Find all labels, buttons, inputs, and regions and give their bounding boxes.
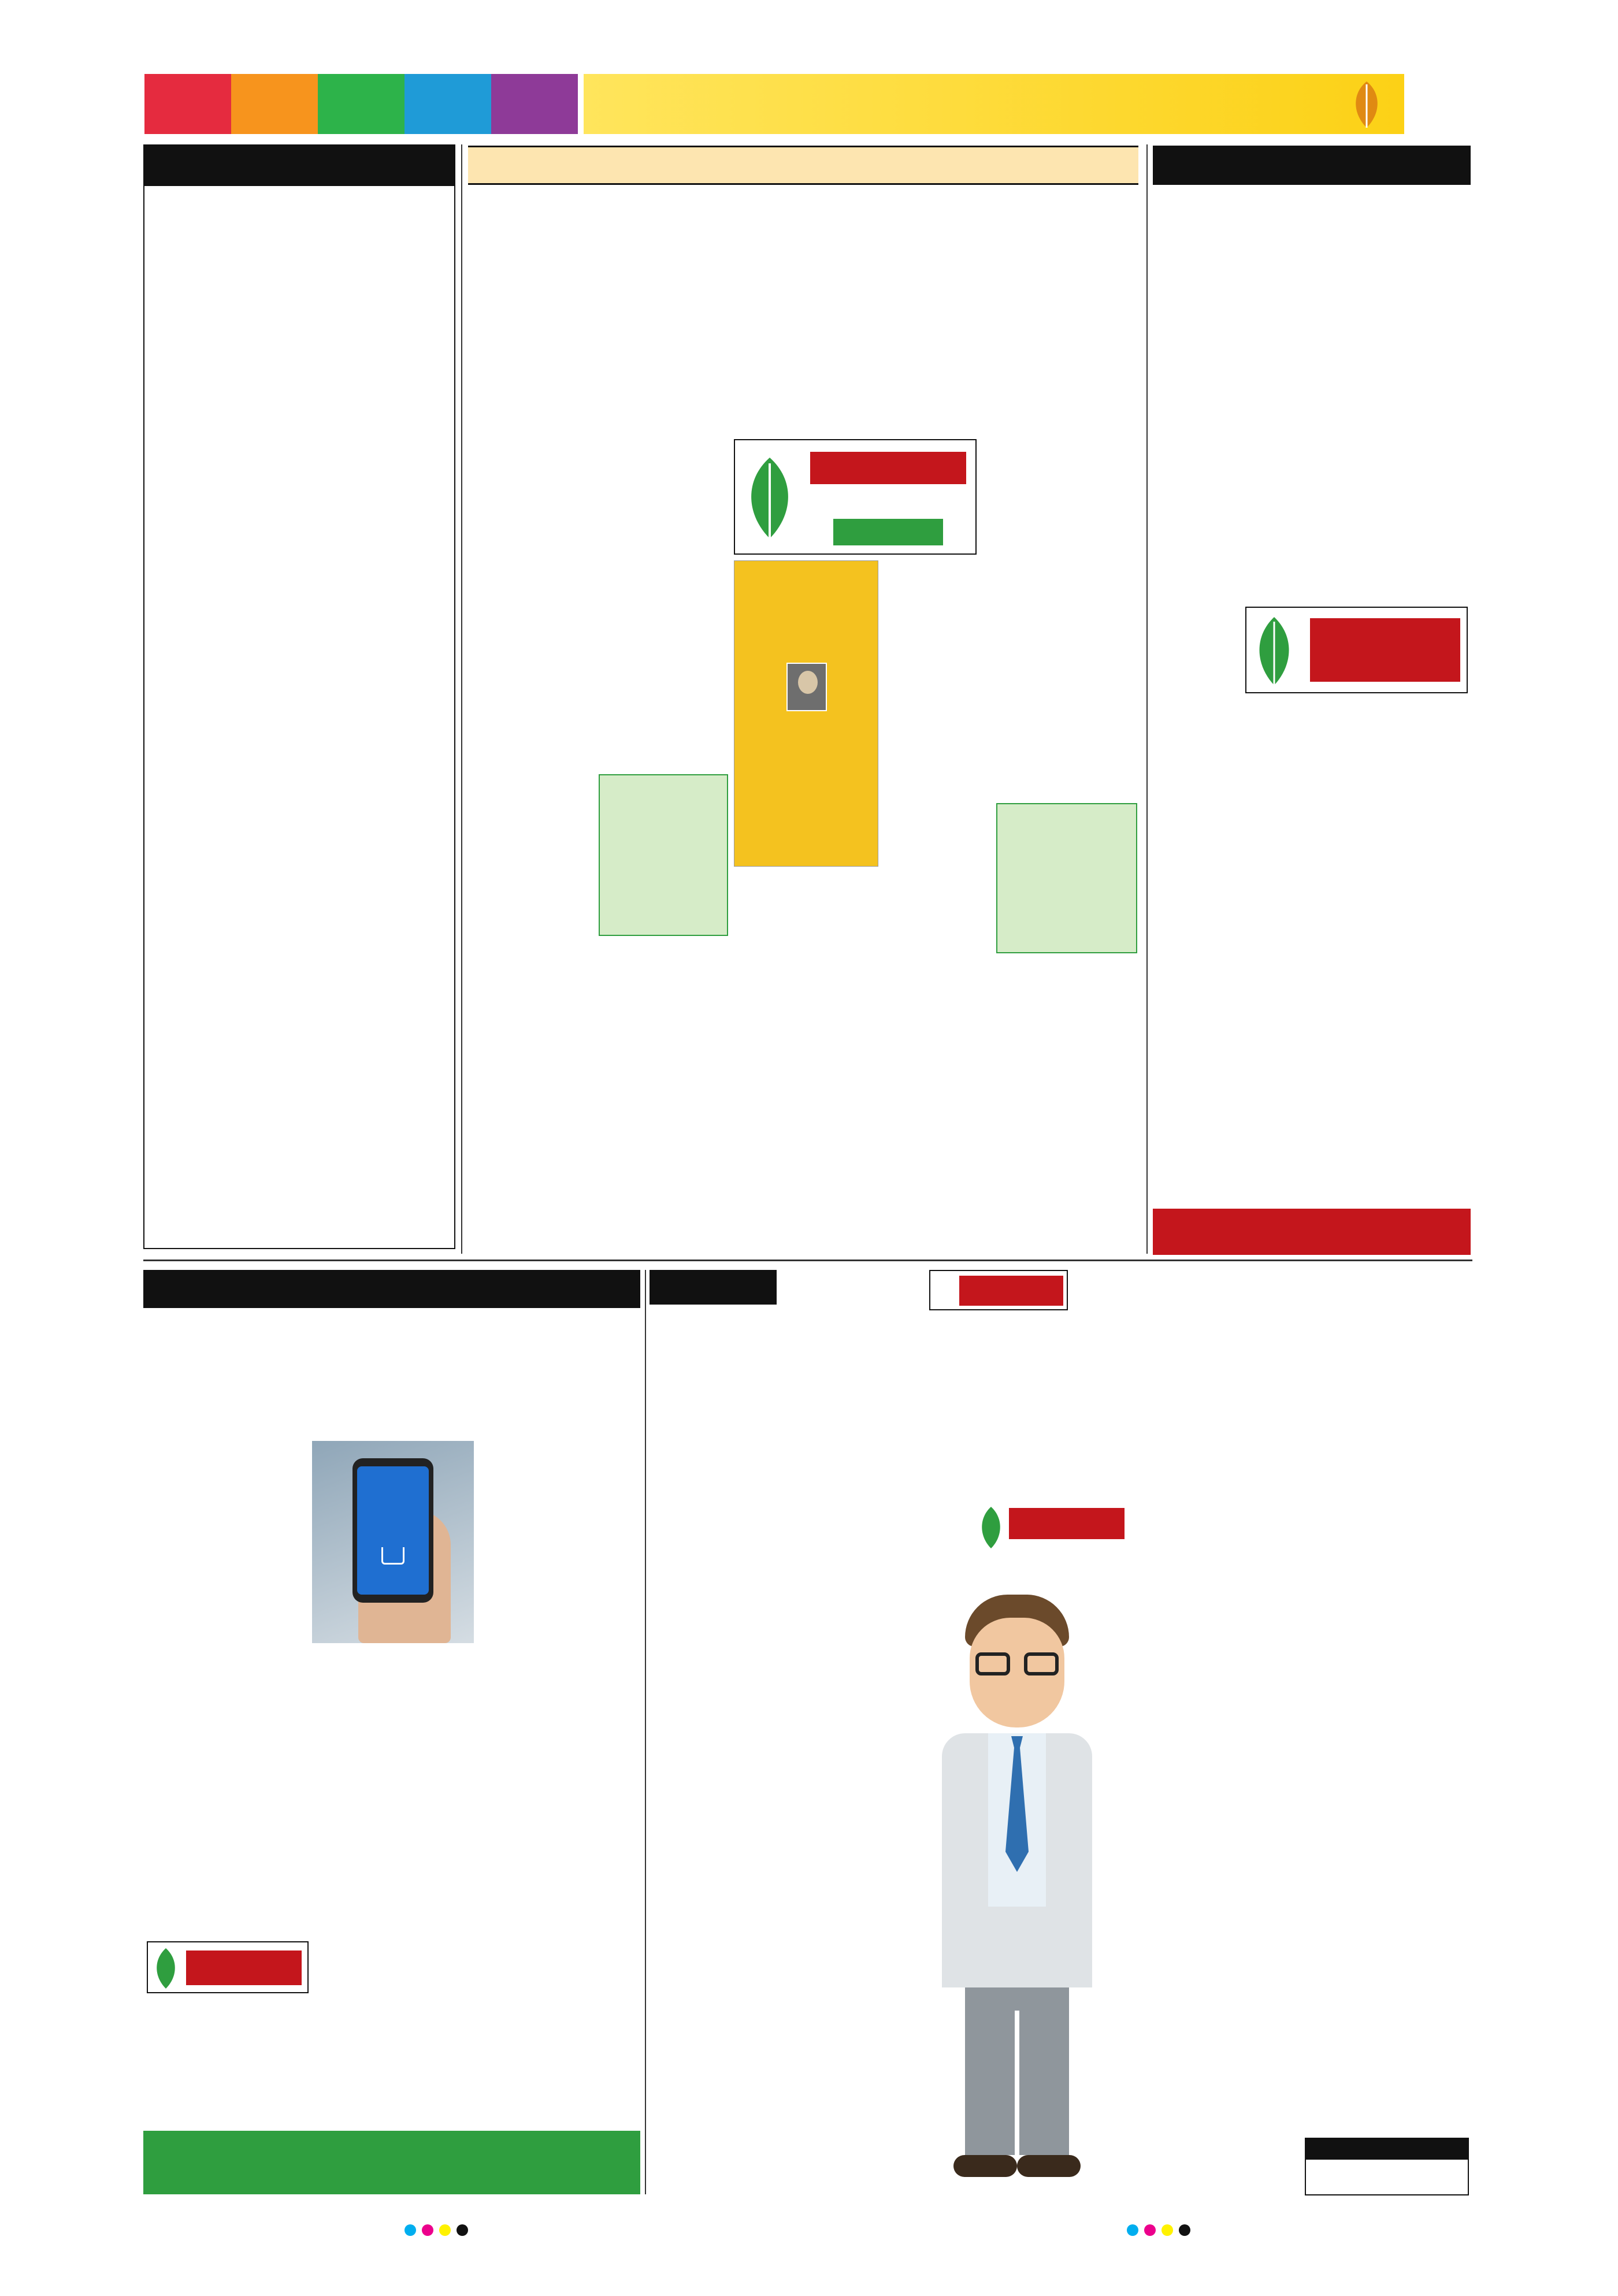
cartoon-shoe-right (1017, 2155, 1081, 2177)
bakhadjantar-label (1009, 1508, 1125, 1539)
bnpl-col-1 (147, 1441, 303, 1643)
china-col-lower-4 (996, 959, 1137, 1248)
cartoon-man-illustration (901, 1583, 1133, 2184)
bnpl-col-2 (480, 1441, 636, 1643)
inside-story-box (1245, 607, 1468, 693)
leaf-logo-icon (1346, 79, 1387, 131)
leaf-icon (1251, 614, 1297, 689)
cart-icon (381, 1547, 404, 1565)
swatch-magenta (422, 2224, 433, 2236)
book-subtitle-2 (734, 828, 878, 853)
tie-col-4 (1136, 1502, 1298, 2195)
left-logo (143, 144, 455, 186)
milk-body-5 (1267, 1270, 1469, 1428)
book-portrait (786, 663, 827, 711)
parliament-kicker-text (1157, 146, 1466, 185)
milk-body-4 (1075, 1270, 1260, 1428)
editorial-body (153, 238, 448, 1243)
bnpl-kicker (143, 1270, 640, 1308)
china-headline (474, 191, 1138, 254)
portrait-head (798, 671, 818, 694)
lokvichar-label (959, 1276, 1063, 1306)
book-title (734, 729, 878, 798)
swatch-magenta-2 (1144, 2224, 1156, 2236)
bnpl-kicker-text (149, 1270, 634, 1308)
bnpl-bottom-text (151, 2134, 632, 2191)
masthead (144, 74, 1468, 134)
fun-box-title (1306, 2139, 1469, 2160)
swatch-yellow (439, 2224, 451, 2236)
milk-body-3 (929, 1316, 1068, 1428)
china-col-lower (475, 855, 596, 1248)
quote-1-text (604, 780, 725, 932)
continued-label (1075, 1228, 1137, 1245)
cartoon-leg-gap (1015, 2011, 1019, 2155)
sarash-box (734, 439, 977, 555)
china-col2 (604, 260, 726, 433)
editorial-title (144, 196, 455, 231)
swatch-black (457, 2224, 468, 2236)
parliament-body-3 (1156, 699, 1306, 1208)
china-col-b3 (996, 508, 1137, 797)
bnpl-col-4 (312, 1649, 468, 1938)
left-editorial (143, 186, 455, 1249)
bnpl-col-3 (147, 1649, 303, 2123)
leaf-icon (977, 1504, 1005, 1551)
china-col-lower-2 (604, 942, 726, 1248)
col-rule-1 (461, 144, 462, 1254)
bnpl-headline-2 (147, 1375, 638, 1433)
swatch-yellow-2 (1161, 2224, 1173, 2236)
parliament-body-2 (1318, 277, 1469, 601)
china-col3 (734, 260, 855, 433)
bnpl-bottom-bar (143, 2131, 640, 2194)
china-kicker (468, 146, 1138, 185)
china-col4 (863, 260, 985, 433)
sarash-part (833, 519, 943, 545)
section-title (144, 74, 578, 134)
quote-2-text (1002, 809, 1134, 950)
cartoon-tie-icon (1003, 1736, 1031, 1875)
tie-headline (650, 1439, 1469, 1496)
col-rule-2 (1146, 144, 1148, 1254)
swatch-cyan (404, 2224, 416, 2236)
glasses-left (975, 1652, 1010, 1675)
parliament-bottom-text (1159, 1211, 1465, 1253)
book-subtitle-1 (734, 804, 878, 829)
milk-body-2 (784, 1270, 922, 1428)
bnpl-phone-photo (312, 1441, 474, 1643)
china-col-b2 (886, 560, 990, 867)
glasses-right (1024, 1652, 1059, 1675)
date (1069, 107, 1329, 131)
fun-box-text (1311, 2162, 1465, 2194)
china-col-b1 (604, 560, 726, 768)
book-quote (734, 640, 878, 653)
bnpl-headline-1 (147, 1315, 638, 1373)
bakhadjantar-box (977, 1502, 1127, 1571)
parliament-body-1 (1156, 277, 1306, 601)
parliament-kicker (1153, 146, 1471, 185)
prasangpat-label (186, 1951, 302, 1985)
leaf-icon (151, 1946, 180, 1991)
book-cover (734, 560, 878, 867)
lokvichar-box (929, 1270, 1068, 1310)
swatch-black-2 (1179, 2224, 1190, 2236)
footer-cmyk-left (404, 2224, 491, 2236)
phone-device (352, 1458, 433, 1603)
tie-col-5 (1305, 1502, 1469, 2138)
china-kicker-text (474, 147, 1133, 183)
phone-line-1 (357, 1495, 429, 1515)
swatch-cyan-2 (1127, 2224, 1138, 2236)
cartoon-shoe-left (953, 2155, 1017, 2177)
footer-color-marks (144, 2213, 1468, 2247)
milk-kicker (650, 1270, 777, 1305)
sarash-title (810, 452, 966, 484)
fun-box (1305, 2138, 1469, 2195)
milk-article (650, 1270, 1469, 1432)
sarash-author (810, 490, 966, 515)
footer-registration (734, 2221, 907, 2241)
quote-box-1 (599, 774, 728, 936)
china-col5 (993, 260, 1137, 503)
left-logo-text (143, 144, 455, 186)
footer-cmyk-right (1127, 2224, 1214, 2236)
tie-byline (1009, 1544, 1125, 1563)
paper-name (1069, 79, 1329, 107)
book-author-2 (734, 613, 878, 636)
quote-box-2 (996, 803, 1137, 953)
phone-screen (357, 1466, 429, 1595)
china-col1 (475, 260, 596, 849)
leaf-icon (741, 452, 799, 544)
inside-story-title (1310, 618, 1460, 682)
phone-line-2 (357, 1516, 429, 1536)
bnpl-col-5 (480, 1649, 636, 2123)
book-author-1 (734, 584, 878, 612)
parliament-body-4 (1318, 699, 1469, 1208)
tie-col-3 (807, 1831, 899, 2195)
prasangpat-box (147, 1941, 309, 1993)
parliament-bottom-bar (1153, 1209, 1471, 1255)
milk-body-1 (650, 1307, 777, 1428)
paper-name-panel (584, 74, 1404, 134)
cartoon-glasses (975, 1652, 1059, 1678)
page-number (1410, 74, 1468, 134)
horizontal-divider (143, 1260, 1472, 1261)
book-author-line (734, 569, 878, 581)
china-col-b4 (886, 872, 990, 1242)
col-rule-3 (645, 1270, 646, 2194)
parliament-headline (1156, 191, 1471, 272)
china-col-lower-3 (734, 872, 878, 1248)
tie-col-1 (650, 1502, 800, 2195)
